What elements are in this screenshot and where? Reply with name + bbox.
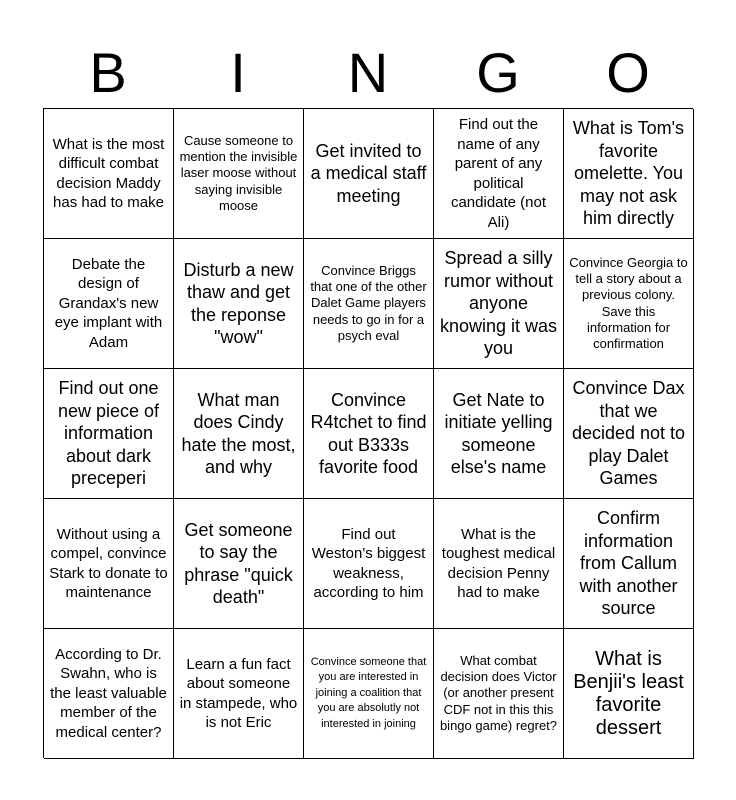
bingo-cell[interactable] [564, 499, 694, 629]
cell-text: Learn a fun fact about someone in stampede, who is not Eric [179, 655, 298, 731]
bingo-cell[interactable] [174, 109, 304, 239]
header-letter-i: I [230, 41, 246, 104]
bingo-cell[interactable] [174, 239, 304, 369]
bingo-cell[interactable] [564, 239, 694, 369]
cell-text: Convince R4tchet to find out B333s favorite food [310, 389, 427, 477]
bingo-cell[interactable] [44, 629, 174, 759]
bingo-header [43, 38, 693, 108]
bingo-cell[interactable] [434, 499, 564, 629]
cell-text: Find out the name of any parent of any political candidate (not Ali) [450, 116, 547, 231]
cell-text: Find out Weston's biggest weakness, according to him [311, 525, 426, 601]
bingo-cell[interactable] [434, 109, 564, 239]
cell-text: What is the most difficult combat decision Maddy has had to make [52, 135, 165, 211]
bingo-cell[interactable] [434, 239, 564, 369]
header-letter-o: O [606, 41, 650, 104]
cell-text: Convince Dax that we decided not to play Dalet Games [571, 378, 686, 489]
cell-text: What is Benjii's least favorite dessert [573, 647, 684, 739]
cell-text: Convince someone that you are interested in joining a coalition that you are absolutly not interested in joining [310, 656, 427, 730]
bingo-cell[interactable] [304, 629, 434, 759]
header-letter-b: B [89, 41, 127, 104]
bingo-cell[interactable] [304, 109, 434, 239]
bingo-cell[interactable] [564, 109, 694, 239]
cell-text: Cause someone to mention the invisible laser moose without saying invisible moose [179, 132, 298, 213]
bingo-cell[interactable] [304, 239, 434, 369]
bingo-cell[interactable] [304, 499, 434, 629]
bingo-cell[interactable] [434, 369, 564, 499]
bingo-cell[interactable] [44, 499, 174, 629]
bingo-cell[interactable] [174, 629, 304, 759]
cell-text: What is Tom's favorite omelette. You may not ask him directly [572, 118, 685, 229]
cell-text: According to Dr. Swahn, who is the least valuable member of the medical center? [50, 645, 167, 741]
cell-text: Convince Georgia to tell a story about a previous colony. Save this information for confirmation [569, 254, 688, 351]
cell-text: Find out one new piece of information about dark preceperi [57, 378, 160, 489]
cell-text: Get invited to a medical staff meeting [310, 140, 427, 206]
bingo-cell[interactable] [174, 499, 304, 629]
bingo-cell[interactable] [44, 239, 174, 369]
cell-text: What combat decision does Victor (or another present CDF not in this this bingo game) regret? [439, 652, 558, 733]
header-letter-g: G [476, 41, 520, 104]
cell-text: What is the toughest medical decision Penny had to make [441, 525, 556, 601]
bingo-cell[interactable] [304, 369, 434, 499]
bingo-cell[interactable] [564, 369, 694, 499]
cell-text: Without using a compel, convince Stark to donate to maintenance [49, 525, 168, 601]
bingo-cell[interactable] [44, 109, 174, 239]
cell-text: What man does Cindy hate the most, and why [181, 389, 296, 477]
bingo-cell[interactable] [564, 629, 694, 759]
cell-text: Spread a silly rumor without anyone knowing it was you [439, 248, 558, 359]
bingo-cell[interactable] [44, 369, 174, 499]
cell-text: Convince Briggs that one of the other Dalet Game players needs to go in for a psych eval [310, 262, 427, 343]
cell-text: Get Nate to initiate yelling someone else's name [444, 389, 553, 477]
cell-text: Disturb a new thaw and get the reponse "wow" [183, 259, 294, 347]
bingo-cell[interactable] [174, 369, 304, 499]
bingo-cell[interactable] [434, 629, 564, 759]
cell-text: Get someone to say the phrase "quick death" [184, 519, 293, 607]
header-letter-n: N [347, 41, 389, 104]
bingo-board [43, 108, 693, 758]
cell-text: Confirm information from Callum with another source [579, 508, 678, 619]
cell-text: Debate the design of Grandax's new eye implant with Adam [54, 255, 163, 351]
